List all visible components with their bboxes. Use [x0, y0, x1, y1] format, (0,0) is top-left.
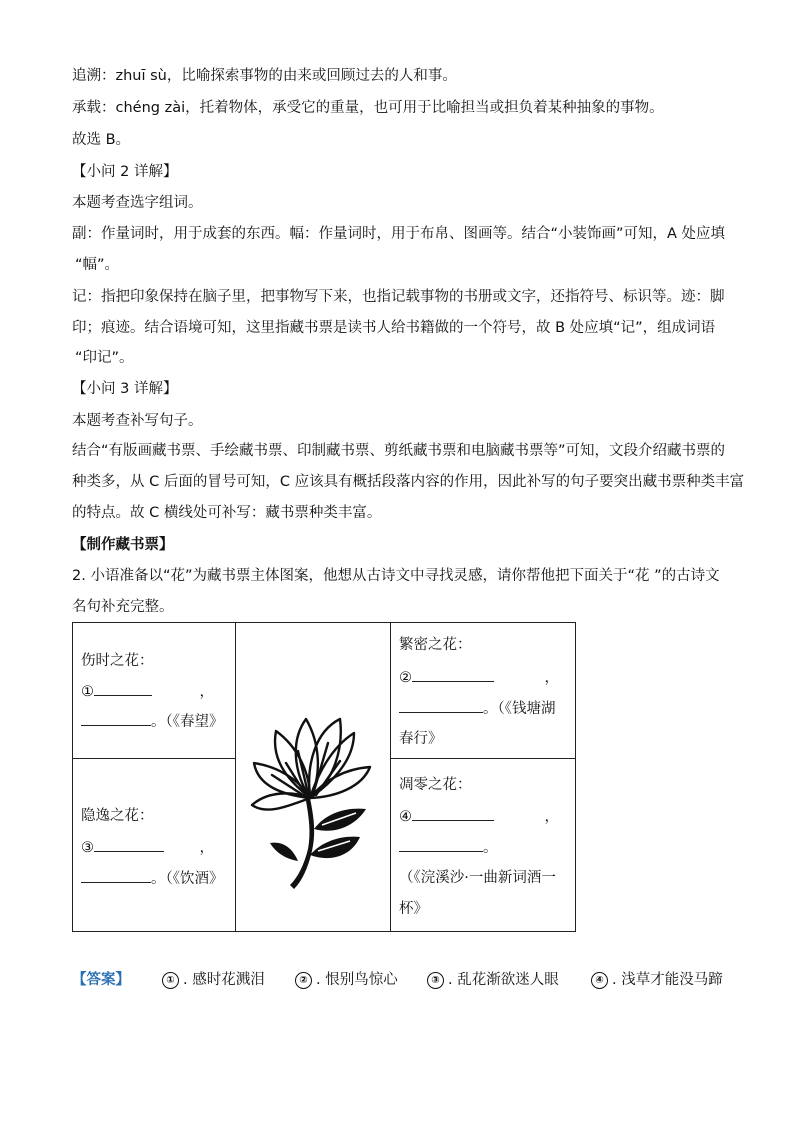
answer-text: . 感时花溅泪	[183, 972, 265, 988]
circled-number: ②	[295, 972, 312, 989]
explanation-line: 种类多，从 C 后面的冒号可知，C 应该具有概括段落内容的作用，因此补写的句子要突出藏书票种类丰富	[72, 474, 745, 490]
flower-icon	[236, 623, 391, 932]
comma: ，	[544, 670, 559, 686]
circled-number: ③	[81, 840, 94, 856]
explanation-line: 的特点。故 C 横线处可补写：藏书票种类丰富。	[72, 505, 382, 521]
explanation-line: 追溯：zhuī sù，比喻探索事物的由来或回顾过去的人和事。	[72, 68, 457, 84]
source-title: （《浣溪沙·一曲新词酒一	[399, 870, 556, 886]
cell-heading: 凋零之花：	[399, 777, 472, 793]
answer-blank[interactable]	[81, 868, 151, 883]
answer-text: . 恨别鸟惊心	[316, 972, 398, 988]
source-title: 。（《钱塘湖	[483, 701, 556, 717]
cell-shangshi	[73, 623, 236, 759]
circled-number: ②	[399, 670, 412, 686]
answer-blank[interactable]	[412, 806, 494, 821]
answer-item-4	[591, 968, 723, 989]
answer-blank[interactable]	[94, 681, 152, 696]
answer-text: . 浅草才能没马蹄	[612, 972, 723, 988]
subquestion-heading: 【小问 2 详解】	[72, 164, 178, 180]
question-text: 2. 小语准备以“花”为藏书票主体图案，他想从古诗文中寻找灵感，请你帮他把下面关于“花 ”的古诗文	[72, 568, 720, 584]
question-text: 名句补充完整。	[72, 599, 174, 615]
explanation-line: 副：作量词时，用于成套的东西。幅：作量词时，用于布帛、图画等。结合“小装饰画”可知，A 处应填	[72, 226, 726, 242]
comma: ，	[544, 809, 559, 825]
answer-text: . 乱花渐欲迷人眼	[448, 972, 559, 988]
cell-fanmi	[391, 623, 576, 759]
explanation-line: 本题考查选字组词。	[72, 195, 203, 211]
circled-number: ①	[81, 684, 94, 700]
explanation-line: “幅”。	[75, 257, 120, 273]
circled-number: ④	[399, 809, 412, 825]
cell-heading: 繁密之花：	[399, 637, 472, 653]
cell-diaoling	[391, 759, 576, 932]
explanation-line: 故选 B。	[72, 132, 131, 148]
circled-number: ④	[591, 972, 608, 989]
answer-blank[interactable]	[399, 698, 483, 713]
answer-label: 【答案】	[72, 972, 130, 988]
cell-heading: 伤时之花：	[81, 653, 154, 669]
source-title: 春行》	[399, 731, 443, 747]
source-title: 。（《春望》	[151, 714, 224, 730]
section-title: 【制作藏书票】	[72, 537, 174, 553]
answer-item-3	[427, 968, 559, 989]
explanation-line: 本题考查补写句子。	[72, 413, 203, 429]
circled-number: ③	[427, 972, 444, 989]
answer-blank[interactable]	[399, 837, 483, 852]
flower-cell	[236, 623, 391, 932]
answer-blank[interactable]	[412, 667, 494, 682]
answer-blank[interactable]	[94, 837, 164, 852]
answer-item-2	[295, 968, 398, 989]
explanation-line: 结合“有版画藏书票、手绘藏书票、印制藏书票、剪纸藏书票和电脑藏书票等”可知，文段介绍藏书票的	[72, 443, 726, 459]
poem-table	[72, 622, 576, 932]
source-title: 。（《饮酒》	[151, 871, 224, 887]
answer-row	[72, 968, 732, 992]
period: 。	[483, 840, 498, 856]
circled-number: ①	[162, 972, 179, 989]
explanation-line: 记：指把印象保持在脑子里，把事物写下来，也指记载事物的书册或文字，还指符号、标识等。迹：脚	[72, 289, 725, 305]
subquestion-heading: 【小问 3 详解】	[72, 381, 178, 397]
cell-heading: 隐逸之花：	[81, 808, 154, 824]
comma: ，	[199, 840, 214, 856]
source-title: 杯》	[399, 901, 428, 917]
explanation-line: “印记”。	[75, 350, 134, 366]
comma: ，	[199, 684, 214, 700]
answer-item-1	[162, 968, 265, 989]
cell-yinyi	[73, 759, 236, 932]
explanation-line: 印；痕迹。结合语境可知，这里指藏书票是读书人给书籍做的一个符号，故 B 处应填“记”，组成词语	[72, 320, 716, 336]
explanation-line: 承载：chéng zài，托着物体，承受它的重量，也可用于比喻担当或担负着某种抽象的事物。	[72, 100, 664, 116]
answer-blank[interactable]	[81, 711, 151, 726]
